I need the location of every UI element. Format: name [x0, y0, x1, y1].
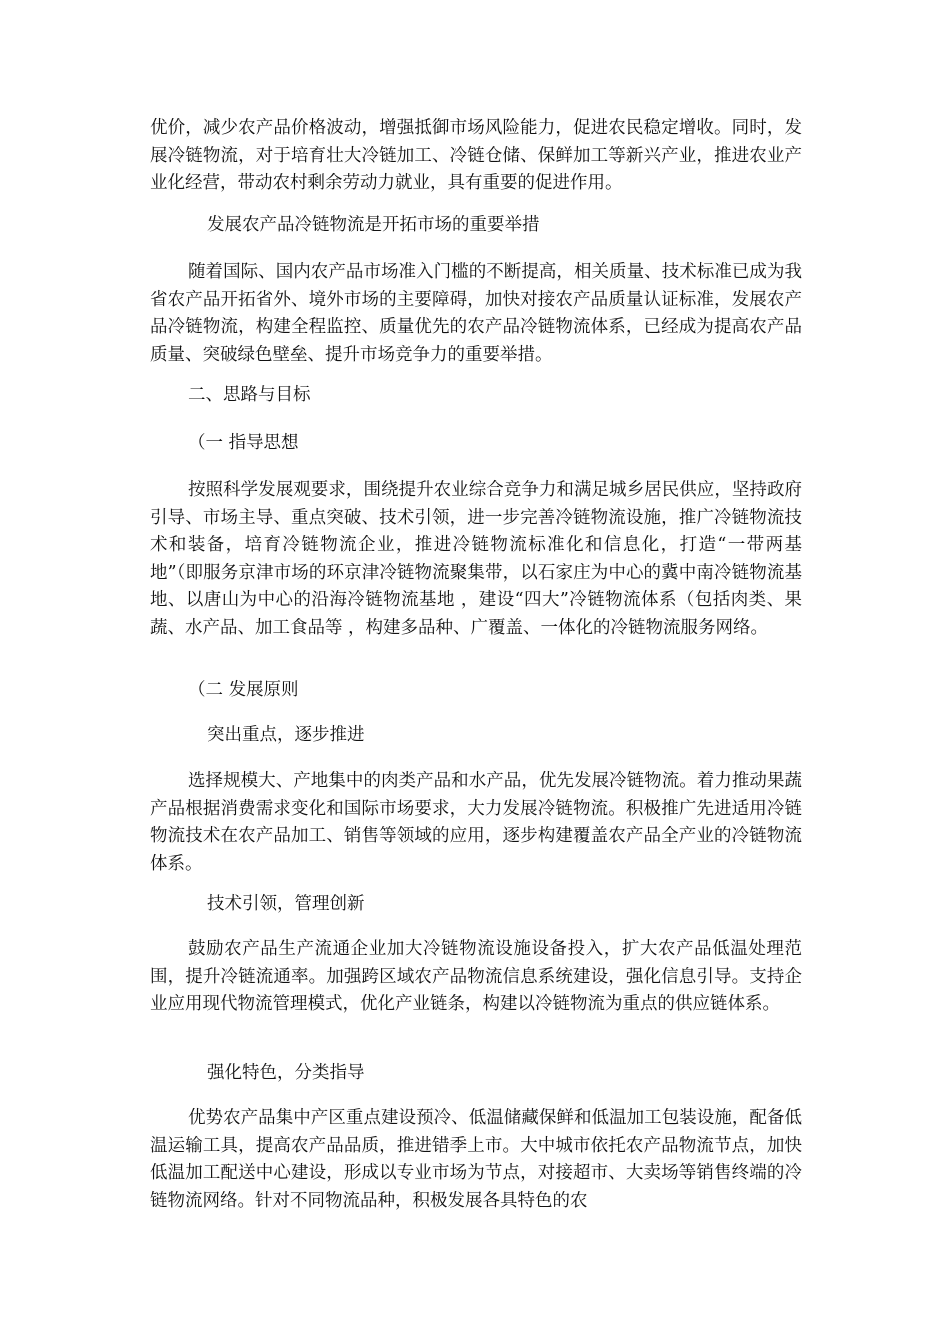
- paragraph-characteristics: 优势农产品集中产区重点建设预冷、低温储藏保鲜和低温加工包装设施，配备低温运输工具，提高农产品品质，推进错季上市。大中城市依托农产品物流节点，加快低温加工配送中心建设，形成以专业市场为节点，对接超市、大卖场等销售终端的冷链物流网络。针对不同物流品种，积极发展各具特色的农: [150, 1108, 802, 1211]
- subsection-heading-principles: （二 发展原则: [188, 680, 299, 700]
- paragraph-technology: 鼓励农产品生产流通企业加大冷链物流设施设备投入，扩大农产品低温处理范围，提升冷链流通率。加强跨区域农产品物流信息系统建设，强化信息引导。支持企业应用现代物流管理模式，优化产业链条，构建以冷链物流为重点的供应链体系。: [150, 939, 802, 1014]
- subheading-market-expansion: 发展农产品冷链物流是开拓市场的重要举措: [207, 215, 540, 235]
- principle-heading-characteristics: 强化特色，分类指导: [207, 1063, 365, 1083]
- principle-heading-focus: 突出重点，逐步推进: [207, 725, 365, 745]
- paragraph-focus: 选择规模大、产地集中的肉类产品和水产品，优先发展冷链物流。着力推动果蔬产品根据消费需求变化和国际市场要求，大力发展冷链物流。积极推广先进适用冷链物流技术在农产品加工、销售等领域的应用，逐步构建覆盖农产品全产业的冷链物流体系。: [150, 771, 802, 874]
- paragraph-guiding-thought: 按照科学发展观要求，围绕提升农业综合竞争力和满足城乡居民供应，坚持政府引导、市场主导、重点突破、技术引领，进一步完善冷链物流设施，推广冷链物流技术和装备，培育冷链物流企业，推进冷链物流标准化和信息化，打造“一带两基地”（即服务京津市场的环京津冷链物流聚集带，以石家庄为中心的冀中南冷链物流基地、以唐山为中心的沿海冷链物流基地 ，建设“四大”冷链物流体系（包括肉类、果蔬、水产品、加工食品等 ，构建多品种、广覆盖、一体化的冷链物流服务网络。: [150, 480, 802, 638]
- principle-heading-technology: 技术引领，管理创新: [207, 894, 365, 914]
- section-heading-ideas-goals: 二、思路与目标: [188, 385, 311, 405]
- paragraph-benefits-continued: 优价，减少农产品价格波动，增强抵御市场风险能力，促进农民稳定增收。同时，发展冷链物流，对于培育壮大冷链加工、冷链仓储、保鲜加工等新兴产业，推进农业产业化经营，带动农村剩余劳动力就业，具有重要的促进作用。: [150, 118, 802, 193]
- paragraph-market-expansion: 随着国际、国内农产品市场准入门槛的不断提高，相关质量、技术标准已成为我省农产品开拓省外、境外市场的主要障碍，加快对接农产品质量认证标准，发展农产品冷链物流，构建全程监控、质量优先的农产品冷链物流体系，已经成为提高农产品质量、突破绿色壁垒、提升市场竞争力的重要举措。: [150, 262, 802, 365]
- subsection-heading-guiding-thought: （一 指导思想: [188, 433, 299, 453]
